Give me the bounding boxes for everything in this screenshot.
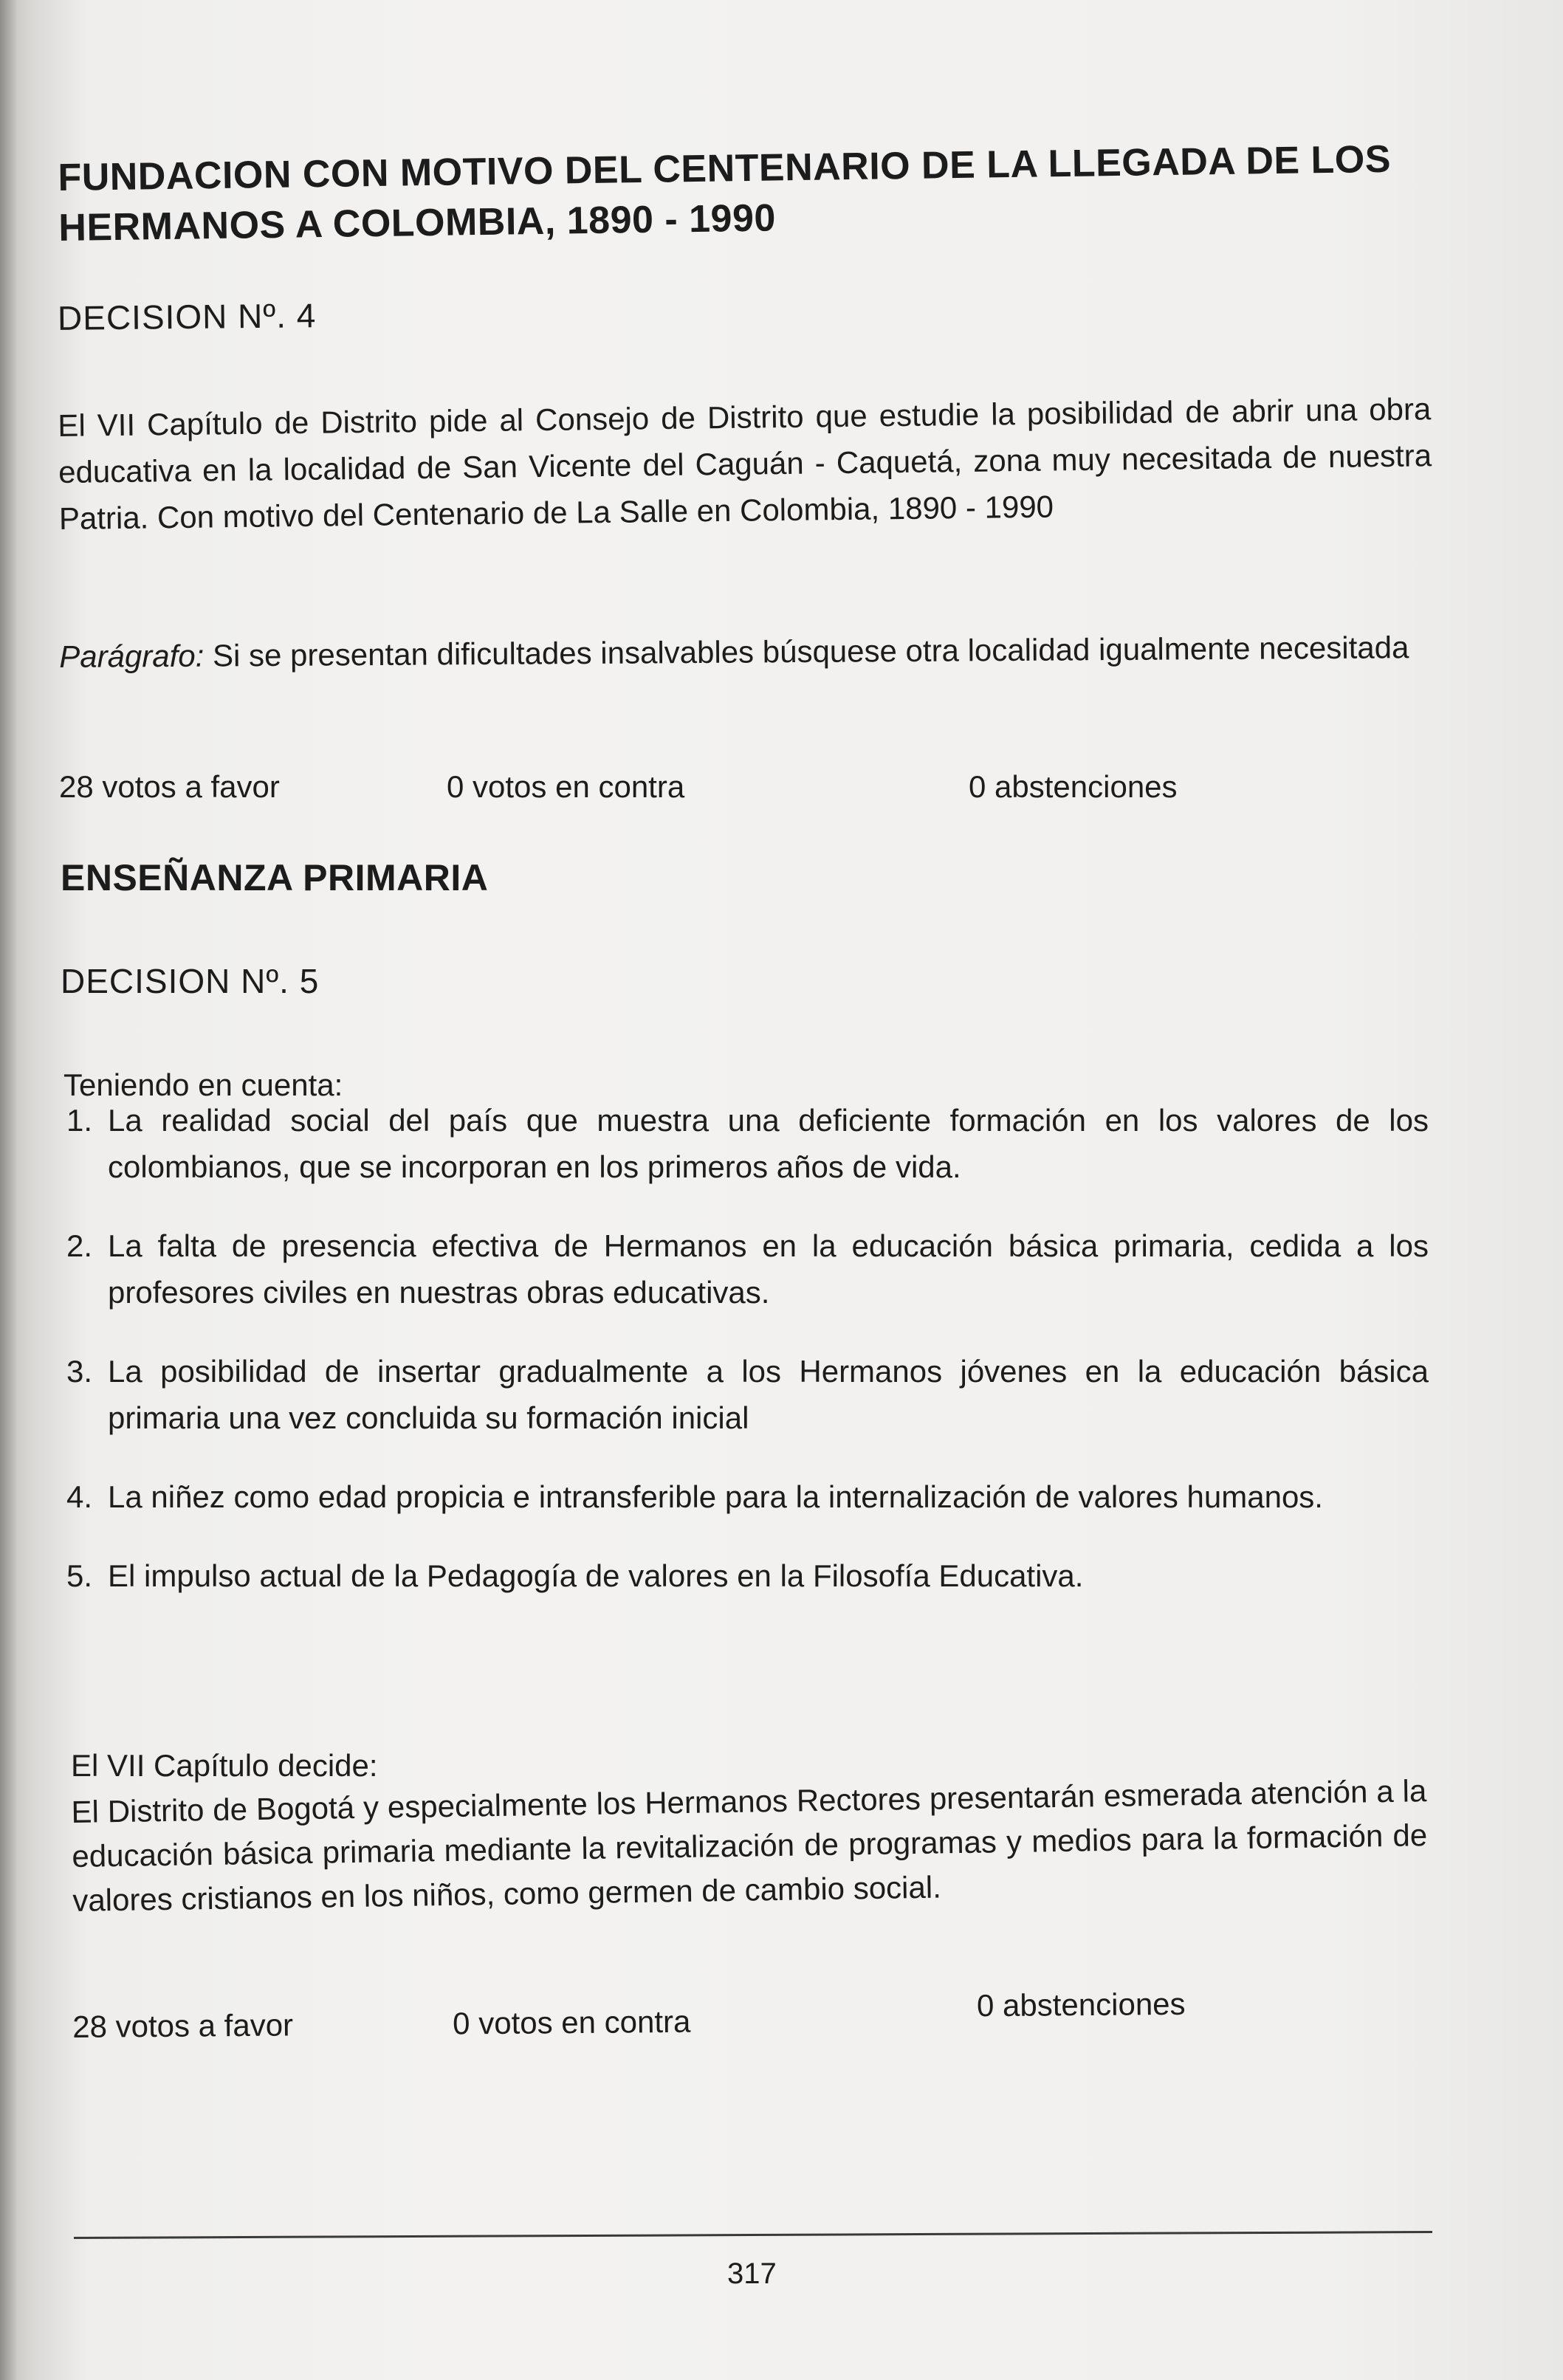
- votes-abstenciones: 0 abstenciones: [969, 769, 1178, 804]
- list-item-number: 1.: [66, 1103, 93, 1138]
- page-number: 317: [727, 2257, 777, 2290]
- votes-favor: 28 votos a favor: [72, 2007, 294, 2044]
- header-line-1: FUNDACION CON MOTIVO DEL CENTENARIO DE LA LLEGADA DE LOS: [58, 137, 1392, 199]
- list-item-text: La realidad social del país que muestra una deficiente formación en los valores de los colombianos, que se incorporan en los primeros años de vida.: [108, 1103, 1429, 1184]
- list-item-text: La posibilidad de insertar gradualmente a los Hermanos jóvenes en la educación básica primaria una vez concluida su formación inicial: [108, 1354, 1429, 1435]
- decision-4-title: DECISION Nº. 4: [57, 296, 317, 337]
- decision-4-paragraph: [59, 624, 1429, 680]
- paragraph-text: Si se presentan dificultades insalvables búsquese otra localidad igualmente necesitada: [204, 630, 1409, 673]
- list-item-number: 3.: [66, 1354, 93, 1389]
- votes-contra: 0 votos en contra: [452, 2004, 691, 2041]
- paragraph-label: Parágrafo:: [59, 638, 205, 674]
- list-item: [66, 1348, 1429, 1441]
- decision-5-intro: Teniendo en cuenta:: [63, 1067, 343, 1102]
- list-item-number: 2.: [66, 1228, 93, 1263]
- footer-rule: [74, 2231, 1432, 2239]
- decision-5-decides: El VII Capítulo decide:: [71, 1748, 378, 1783]
- considerations-list: [66, 1097, 1429, 1631]
- votes-contra: 0 votos en contra: [447, 769, 685, 804]
- decision-5-title: DECISION Nº. 5: [61, 962, 320, 1000]
- decision-4-body: El VII Capítulo de Distrito pide al Consejo de Distrito que estudie la posibilidad de abrir una obra educativa en la localidad de San Vicente del Caguán - Caquetá, zona muy necesitada de nuestra Patria. Con motivo del Centenario de La Salle en Colombia, 1890 - 1990: [58, 391, 1432, 536]
- decision-5-votes: [72, 1986, 1446, 2044]
- list-item: [66, 1552, 1429, 1599]
- list-item-number: 4.: [66, 1479, 93, 1514]
- list-item: [66, 1222, 1429, 1315]
- page-header: [58, 134, 1447, 253]
- list-item-number: 5.: [66, 1558, 93, 1593]
- votes-favor: 28 votos a favor: [59, 769, 280, 804]
- list-item-text: La falta de presencia efectiva de Hermanos en la educación básica primaria, cedida a los profesores civiles en nuestras obras educativas.: [108, 1228, 1429, 1310]
- book-spine-shadow: [0, 0, 16, 2380]
- decision-5-text: El Distrito de Bogotá y especialmente los Hermanos Rectores presentarán esmerada atención a la educación básica primaria mediante la revitalización de programas y medios para la formación de valores cristianos en los niños, como germen de cambio social.: [71, 1773, 1428, 1918]
- header-line-2: HERMANOS A COLOMBIA, 1890 - 1990: [58, 196, 777, 250]
- section-title: ENSEÑANZA PRIMARIA: [61, 857, 489, 898]
- list-item: [66, 1473, 1429, 1520]
- list-item-text: El impulso actual de la Pedagogía de valores en la Filosofía Educativa.: [108, 1558, 1084, 1593]
- list-item: [66, 1097, 1429, 1190]
- votes-abstenciones: 0 abstenciones: [976, 1986, 1186, 2023]
- list-item-text: La niñez como edad propicia e intransferible para la internalización de valores humanos.: [108, 1479, 1323, 1514]
